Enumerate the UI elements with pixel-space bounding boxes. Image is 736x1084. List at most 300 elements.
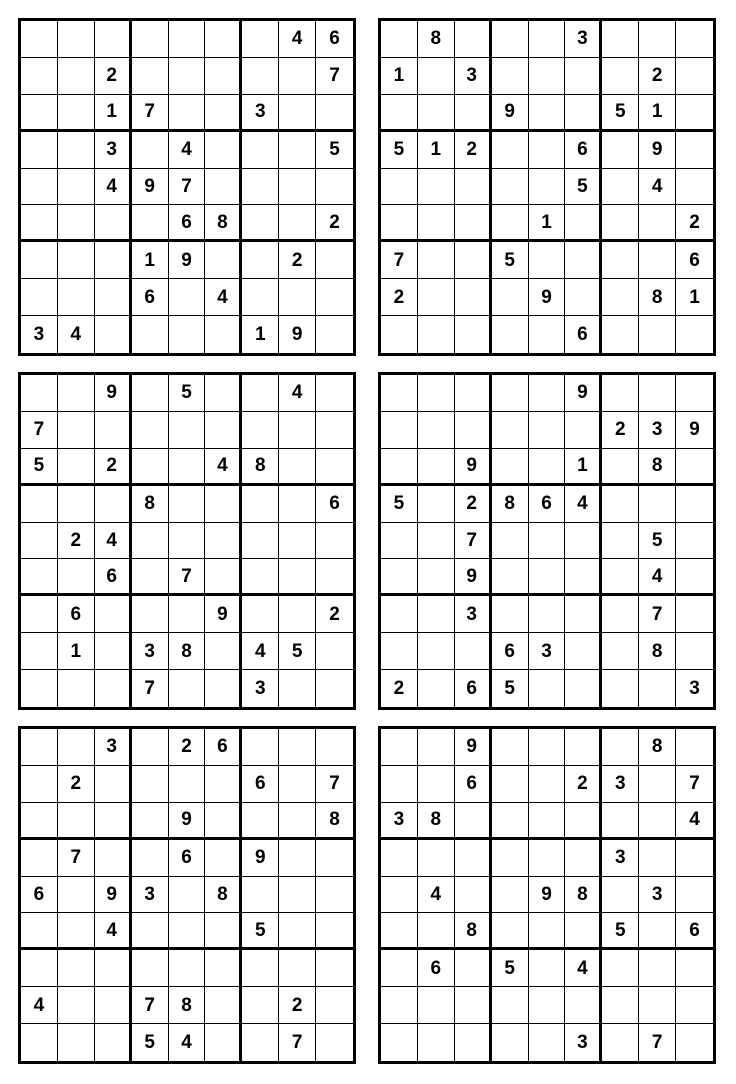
- sudoku-cell[interactable]: [316, 670, 353, 707]
- sudoku-cell[interactable]: [565, 95, 602, 132]
- sudoku-cell[interactable]: [418, 242, 455, 279]
- sudoku-cell[interactable]: [455, 633, 492, 670]
- sudoku-cell[interactable]: [676, 596, 713, 633]
- sudoku-cell[interactable]: 4: [565, 486, 602, 523]
- sudoku-cell[interactable]: [418, 449, 455, 486]
- sudoku-cell[interactable]: [381, 523, 418, 560]
- sudoku-cell[interactable]: [132, 803, 169, 840]
- sudoku-cell[interactable]: [565, 670, 602, 707]
- sudoku-cell[interactable]: [455, 279, 492, 316]
- sudoku-cell[interactable]: [21, 950, 58, 987]
- sudoku-cell[interactable]: [132, 375, 169, 412]
- sudoku-cell[interactable]: [381, 877, 418, 914]
- sudoku-cell[interactable]: 7: [316, 766, 353, 803]
- sudoku-cell[interactable]: 1: [418, 132, 455, 169]
- sudoku-cell[interactable]: [565, 242, 602, 279]
- sudoku-cell[interactable]: [381, 633, 418, 670]
- sudoku-cell[interactable]: [639, 766, 676, 803]
- sudoku-cell[interactable]: [602, 58, 639, 95]
- sudoku-cell[interactable]: [676, 95, 713, 132]
- sudoku-cell[interactable]: [602, 729, 639, 766]
- sudoku-cell[interactable]: 5: [492, 950, 529, 987]
- sudoku-cell[interactable]: [169, 412, 206, 449]
- sudoku-cell[interactable]: [565, 523, 602, 560]
- sudoku-cell[interactable]: [279, 877, 316, 914]
- sudoku-cell[interactable]: [132, 58, 169, 95]
- sudoku-cell[interactable]: [492, 279, 529, 316]
- sudoku-cell[interactable]: 2: [639, 58, 676, 95]
- sudoku-cell[interactable]: 8: [132, 486, 169, 523]
- sudoku-cell[interactable]: [418, 840, 455, 877]
- sudoku-cell[interactable]: [602, 375, 639, 412]
- sudoku-cell[interactable]: 3: [455, 58, 492, 95]
- sudoku-cell[interactable]: [58, 95, 95, 132]
- sudoku-cell[interactable]: [95, 279, 132, 316]
- sudoku-cell[interactable]: [418, 670, 455, 707]
- sudoku-cell[interactable]: [279, 729, 316, 766]
- sudoku-cell[interactable]: 9: [676, 412, 713, 449]
- sudoku-cell[interactable]: [455, 803, 492, 840]
- sudoku-cell[interactable]: [242, 205, 279, 242]
- sudoku-cell[interactable]: 9: [169, 242, 206, 279]
- sudoku-cell[interactable]: 2: [58, 766, 95, 803]
- sudoku-cell[interactable]: [381, 840, 418, 877]
- sudoku-cell[interactable]: [316, 840, 353, 877]
- sudoku-cell[interactable]: 5: [602, 913, 639, 950]
- sudoku-cell[interactable]: 2: [279, 242, 316, 279]
- sudoku-cell[interactable]: [242, 486, 279, 523]
- sudoku-cell[interactable]: 1: [676, 279, 713, 316]
- sudoku-cell[interactable]: 6: [205, 729, 242, 766]
- sudoku-cell[interactable]: [602, 21, 639, 58]
- sudoku-cell[interactable]: [205, 95, 242, 132]
- sudoku-cell[interactable]: [21, 205, 58, 242]
- sudoku-cell[interactable]: 4: [565, 950, 602, 987]
- sudoku-cell[interactable]: [455, 169, 492, 206]
- sudoku-cell[interactable]: [169, 21, 206, 58]
- sudoku-cell[interactable]: [242, 412, 279, 449]
- sudoku-cell[interactable]: 6: [676, 913, 713, 950]
- sudoku-cell[interactable]: [169, 913, 206, 950]
- sudoku-cell[interactable]: 2: [316, 596, 353, 633]
- sudoku-cell[interactable]: [418, 316, 455, 353]
- sudoku-cell[interactable]: [602, 205, 639, 242]
- sudoku-cell[interactable]: 8: [316, 803, 353, 840]
- sudoku-cell[interactable]: [205, 169, 242, 206]
- sudoku-cell[interactable]: [279, 766, 316, 803]
- sudoku-cell[interactable]: [169, 95, 206, 132]
- sudoku-cell[interactable]: 8: [639, 633, 676, 670]
- sudoku-cell[interactable]: [602, 877, 639, 914]
- sudoku-cell[interactable]: [639, 316, 676, 353]
- sudoku-cell[interactable]: 1: [381, 58, 418, 95]
- sudoku-cell[interactable]: [205, 670, 242, 707]
- sudoku-cell[interactable]: [418, 279, 455, 316]
- sudoku-cell[interactable]: [242, 279, 279, 316]
- sudoku-cell[interactable]: [529, 729, 566, 766]
- sudoku-cell[interactable]: [455, 375, 492, 412]
- sudoku-cell[interactable]: [21, 803, 58, 840]
- sudoku-cell[interactable]: [529, 559, 566, 596]
- sudoku-cell[interactable]: [316, 950, 353, 987]
- sudoku-cell[interactable]: 3: [95, 132, 132, 169]
- sudoku-cell[interactable]: [492, 729, 529, 766]
- sudoku-cell[interactable]: [529, 670, 566, 707]
- sudoku-cell[interactable]: [492, 1024, 529, 1061]
- sudoku-cell[interactable]: [242, 987, 279, 1024]
- sudoku-cell[interactable]: [169, 596, 206, 633]
- sudoku-cell[interactable]: [316, 559, 353, 596]
- sudoku-cell[interactable]: [132, 913, 169, 950]
- sudoku-cell[interactable]: [21, 58, 58, 95]
- sudoku-cell[interactable]: [95, 840, 132, 877]
- sudoku-cell[interactable]: [492, 913, 529, 950]
- sudoku-cell[interactable]: [58, 1024, 95, 1061]
- sudoku-cell[interactable]: 9: [492, 95, 529, 132]
- sudoku-cell[interactable]: [418, 987, 455, 1024]
- sudoku-cell[interactable]: [602, 486, 639, 523]
- sudoku-cell[interactable]: [455, 950, 492, 987]
- sudoku-cell[interactable]: [205, 375, 242, 412]
- sudoku-cell[interactable]: [279, 58, 316, 95]
- sudoku-cell[interactable]: [565, 559, 602, 596]
- sudoku-cell[interactable]: [492, 169, 529, 206]
- sudoku-cell[interactable]: [316, 523, 353, 560]
- sudoku-cell[interactable]: [639, 950, 676, 987]
- sudoku-cell[interactable]: [529, 58, 566, 95]
- sudoku-cell[interactable]: 8: [492, 486, 529, 523]
- sudoku-cell[interactable]: [279, 913, 316, 950]
- sudoku-cell[interactable]: [381, 559, 418, 596]
- sudoku-cell[interactable]: [132, 766, 169, 803]
- sudoku-cell[interactable]: 7: [381, 242, 418, 279]
- sudoku-cell[interactable]: 8: [205, 877, 242, 914]
- sudoku-cell[interactable]: 5: [602, 95, 639, 132]
- sudoku-cell[interactable]: 3: [242, 670, 279, 707]
- sudoku-cell[interactable]: [529, 169, 566, 206]
- sudoku-cell[interactable]: [58, 21, 95, 58]
- sudoku-cell[interactable]: [529, 913, 566, 950]
- sudoku-cell[interactable]: 7: [169, 169, 206, 206]
- sudoku-cell[interactable]: [492, 987, 529, 1024]
- sudoku-cell[interactable]: [95, 596, 132, 633]
- sudoku-cell[interactable]: [169, 316, 206, 353]
- sudoku-cell[interactable]: 1: [565, 449, 602, 486]
- sudoku-cell[interactable]: [279, 523, 316, 560]
- sudoku-cell[interactable]: [279, 559, 316, 596]
- sudoku-cell[interactable]: [565, 596, 602, 633]
- sudoku-cell[interactable]: 6: [492, 633, 529, 670]
- sudoku-cell[interactable]: [95, 950, 132, 987]
- sudoku-cell[interactable]: 9: [132, 169, 169, 206]
- sudoku-cell[interactable]: [602, 596, 639, 633]
- sudoku-cell[interactable]: [455, 242, 492, 279]
- sudoku-cell[interactable]: [205, 486, 242, 523]
- sudoku-cell[interactable]: [205, 58, 242, 95]
- sudoku-cell[interactable]: 3: [602, 766, 639, 803]
- sudoku-cell[interactable]: [279, 486, 316, 523]
- sudoku-cell[interactable]: 1: [95, 95, 132, 132]
- sudoku-cell[interactable]: [676, 316, 713, 353]
- sudoku-cell[interactable]: [492, 559, 529, 596]
- sudoku-cell[interactable]: [602, 559, 639, 596]
- sudoku-cell[interactable]: [169, 950, 206, 987]
- sudoku-cell[interactable]: [132, 523, 169, 560]
- sudoku-cell[interactable]: [639, 375, 676, 412]
- sudoku-cell[interactable]: [529, 987, 566, 1024]
- sudoku-cell[interactable]: [316, 877, 353, 914]
- sudoku-cell[interactable]: [205, 766, 242, 803]
- sudoku-cell[interactable]: 8: [205, 205, 242, 242]
- sudoku-cell[interactable]: 3: [381, 803, 418, 840]
- sudoku-cell[interactable]: 5: [316, 132, 353, 169]
- sudoku-cell[interactable]: [676, 987, 713, 1024]
- sudoku-cell[interactable]: 3: [639, 412, 676, 449]
- sudoku-cell[interactable]: [279, 169, 316, 206]
- sudoku-cell[interactable]: [58, 803, 95, 840]
- sudoku-cell[interactable]: [602, 169, 639, 206]
- sudoku-cell[interactable]: 7: [676, 766, 713, 803]
- sudoku-cell[interactable]: [95, 21, 132, 58]
- sudoku-cell[interactable]: 5: [169, 375, 206, 412]
- sudoku-cell[interactable]: 4: [205, 449, 242, 486]
- sudoku-cell[interactable]: [242, 523, 279, 560]
- sudoku-cell[interactable]: [381, 205, 418, 242]
- sudoku-cell[interactable]: [58, 169, 95, 206]
- sudoku-cell[interactable]: [676, 449, 713, 486]
- sudoku-cell[interactable]: [58, 987, 95, 1024]
- sudoku-cell[interactable]: [242, 596, 279, 633]
- sudoku-cell[interactable]: 4: [418, 877, 455, 914]
- sudoku-cell[interactable]: 6: [95, 559, 132, 596]
- sudoku-cell[interactable]: [602, 633, 639, 670]
- sudoku-cell[interactable]: [492, 316, 529, 353]
- sudoku-cell[interactable]: [639, 670, 676, 707]
- sudoku-cell[interactable]: 6: [169, 205, 206, 242]
- sudoku-cell[interactable]: 2: [455, 486, 492, 523]
- sudoku-cell[interactable]: 3: [639, 877, 676, 914]
- sudoku-cell[interactable]: 8: [455, 913, 492, 950]
- sudoku-cell[interactable]: 9: [279, 316, 316, 353]
- sudoku-cell[interactable]: [418, 412, 455, 449]
- sudoku-cell[interactable]: 4: [676, 803, 713, 840]
- sudoku-cell[interactable]: 9: [639, 132, 676, 169]
- sudoku-cell[interactable]: 6: [529, 486, 566, 523]
- sudoku-cell[interactable]: [381, 316, 418, 353]
- sudoku-cell[interactable]: [242, 21, 279, 58]
- sudoku-cell[interactable]: [21, 559, 58, 596]
- sudoku-cell[interactable]: [205, 21, 242, 58]
- sudoku-cell[interactable]: [565, 913, 602, 950]
- sudoku-cell[interactable]: [132, 205, 169, 242]
- sudoku-cell[interactable]: [58, 670, 95, 707]
- sudoku-cell[interactable]: 3: [132, 877, 169, 914]
- sudoku-cell[interactable]: [565, 987, 602, 1024]
- sudoku-cell[interactable]: 4: [169, 132, 206, 169]
- sudoku-cell[interactable]: [21, 670, 58, 707]
- sudoku-cell[interactable]: 2: [455, 132, 492, 169]
- sudoku-cell[interactable]: [21, 21, 58, 58]
- sudoku-cell[interactable]: [169, 766, 206, 803]
- sudoku-cell[interactable]: [132, 950, 169, 987]
- sudoku-cell[interactable]: [21, 279, 58, 316]
- sudoku-cell[interactable]: [639, 486, 676, 523]
- sudoku-cell[interactable]: 7: [279, 1024, 316, 1061]
- sudoku-cell[interactable]: [95, 412, 132, 449]
- sudoku-cell[interactable]: [205, 840, 242, 877]
- sudoku-cell[interactable]: [455, 95, 492, 132]
- sudoku-cell[interactable]: [58, 486, 95, 523]
- sudoku-cell[interactable]: [132, 559, 169, 596]
- sudoku-cell[interactable]: [381, 729, 418, 766]
- sudoku-cell[interactable]: [565, 412, 602, 449]
- sudoku-cell[interactable]: 1: [242, 316, 279, 353]
- sudoku-cell[interactable]: [529, 840, 566, 877]
- sudoku-cell[interactable]: 9: [455, 449, 492, 486]
- sudoku-cell[interactable]: [205, 412, 242, 449]
- sudoku-cell[interactable]: 5: [381, 132, 418, 169]
- sudoku-cell[interactable]: [21, 523, 58, 560]
- sudoku-cell[interactable]: [639, 803, 676, 840]
- sudoku-cell[interactable]: [418, 95, 455, 132]
- sudoku-cell[interactable]: [132, 316, 169, 353]
- sudoku-cell[interactable]: [676, 58, 713, 95]
- sudoku-cell[interactable]: [242, 242, 279, 279]
- sudoku-cell[interactable]: 2: [565, 766, 602, 803]
- sudoku-cell[interactable]: [205, 633, 242, 670]
- sudoku-cell[interactable]: [279, 803, 316, 840]
- sudoku-cell[interactable]: [95, 633, 132, 670]
- sudoku-cell[interactable]: 4: [279, 21, 316, 58]
- sudoku-cell[interactable]: 5: [381, 486, 418, 523]
- sudoku-cell[interactable]: 3: [602, 840, 639, 877]
- sudoku-cell[interactable]: [676, 877, 713, 914]
- sudoku-cell[interactable]: 3: [565, 1024, 602, 1061]
- sudoku-cell[interactable]: [279, 279, 316, 316]
- sudoku-cell[interactable]: [95, 803, 132, 840]
- sudoku-cell[interactable]: [602, 987, 639, 1024]
- sudoku-cell[interactable]: 5: [279, 633, 316, 670]
- sudoku-cell[interactable]: [492, 803, 529, 840]
- sudoku-cell[interactable]: [242, 559, 279, 596]
- sudoku-cell[interactable]: [316, 729, 353, 766]
- sudoku-cell[interactable]: 2: [95, 449, 132, 486]
- sudoku-cell[interactable]: [418, 1024, 455, 1061]
- sudoku-cell[interactable]: [58, 729, 95, 766]
- sudoku-cell[interactable]: 6: [316, 21, 353, 58]
- sudoku-cell[interactable]: 4: [21, 987, 58, 1024]
- sudoku-cell[interactable]: [639, 242, 676, 279]
- sudoku-cell[interactable]: [492, 132, 529, 169]
- sudoku-cell[interactable]: [279, 950, 316, 987]
- sudoku-cell[interactable]: [529, 316, 566, 353]
- sudoku-cell[interactable]: [455, 877, 492, 914]
- sudoku-cell[interactable]: 8: [639, 449, 676, 486]
- sudoku-cell[interactable]: [381, 449, 418, 486]
- sudoku-cell[interactable]: 9: [169, 803, 206, 840]
- sudoku-cell[interactable]: 7: [639, 1024, 676, 1061]
- sudoku-cell[interactable]: [529, 132, 566, 169]
- sudoku-cell[interactable]: [132, 729, 169, 766]
- sudoku-cell[interactable]: 6: [132, 279, 169, 316]
- sudoku-cell[interactable]: [529, 803, 566, 840]
- sudoku-cell[interactable]: 7: [639, 596, 676, 633]
- sudoku-cell[interactable]: [58, 132, 95, 169]
- sudoku-cell[interactable]: 2: [95, 58, 132, 95]
- sudoku-cell[interactable]: [95, 766, 132, 803]
- sudoku-cell[interactable]: [418, 559, 455, 596]
- sudoku-cell[interactable]: [21, 766, 58, 803]
- sudoku-cell[interactable]: [381, 987, 418, 1024]
- sudoku-cell[interactable]: 7: [21, 412, 58, 449]
- sudoku-cell[interactable]: [529, 412, 566, 449]
- sudoku-cell[interactable]: 4: [242, 633, 279, 670]
- sudoku-cell[interactable]: 8: [418, 21, 455, 58]
- sudoku-cell[interactable]: 5: [492, 670, 529, 707]
- sudoku-cell[interactable]: 6: [418, 950, 455, 987]
- sudoku-cell[interactable]: 5: [21, 449, 58, 486]
- sudoku-cell[interactable]: [242, 58, 279, 95]
- sudoku-cell[interactable]: [602, 132, 639, 169]
- sudoku-cell[interactable]: [95, 1024, 132, 1061]
- sudoku-cell[interactable]: [316, 316, 353, 353]
- sudoku-cell[interactable]: 8: [169, 633, 206, 670]
- sudoku-cell[interactable]: 6: [242, 766, 279, 803]
- sudoku-cell[interactable]: [529, 950, 566, 987]
- sudoku-cell[interactable]: [455, 205, 492, 242]
- sudoku-cell[interactable]: [205, 316, 242, 353]
- sudoku-cell[interactable]: 9: [242, 840, 279, 877]
- sudoku-cell[interactable]: [169, 449, 206, 486]
- sudoku-cell[interactable]: 3: [132, 633, 169, 670]
- sudoku-cell[interactable]: [529, 375, 566, 412]
- sudoku-cell[interactable]: 7: [132, 95, 169, 132]
- sudoku-cell[interactable]: [418, 596, 455, 633]
- sudoku-cell[interactable]: [602, 316, 639, 353]
- sudoku-cell[interactable]: [205, 523, 242, 560]
- sudoku-cell[interactable]: [132, 21, 169, 58]
- sudoku-cell[interactable]: [492, 58, 529, 95]
- sudoku-cell[interactable]: [676, 633, 713, 670]
- sudoku-cell[interactable]: [242, 877, 279, 914]
- sudoku-cell[interactable]: [58, 242, 95, 279]
- sudoku-cell[interactable]: 4: [639, 169, 676, 206]
- sudoku-cell[interactable]: 2: [602, 412, 639, 449]
- sudoku-cell[interactable]: [455, 21, 492, 58]
- sudoku-cell[interactable]: 1: [529, 205, 566, 242]
- sudoku-cell[interactable]: [529, 596, 566, 633]
- sudoku-cell[interactable]: [492, 412, 529, 449]
- sudoku-cell[interactable]: [316, 449, 353, 486]
- sudoku-cell[interactable]: 3: [242, 95, 279, 132]
- sudoku-cell[interactable]: [95, 242, 132, 279]
- sudoku-cell[interactable]: [676, 729, 713, 766]
- sudoku-cell[interactable]: [492, 596, 529, 633]
- sudoku-cell[interactable]: 4: [58, 316, 95, 353]
- sudoku-cell[interactable]: [205, 950, 242, 987]
- sudoku-cell[interactable]: [279, 205, 316, 242]
- sudoku-cell[interactable]: 7: [58, 840, 95, 877]
- sudoku-cell[interactable]: 5: [132, 1024, 169, 1061]
- sudoku-cell[interactable]: [418, 375, 455, 412]
- sudoku-cell[interactable]: [21, 633, 58, 670]
- sudoku-cell[interactable]: 6: [316, 486, 353, 523]
- sudoku-cell[interactable]: [676, 375, 713, 412]
- sudoku-cell[interactable]: [381, 95, 418, 132]
- sudoku-cell[interactable]: [455, 412, 492, 449]
- sudoku-cell[interactable]: [316, 279, 353, 316]
- sudoku-cell[interactable]: [169, 486, 206, 523]
